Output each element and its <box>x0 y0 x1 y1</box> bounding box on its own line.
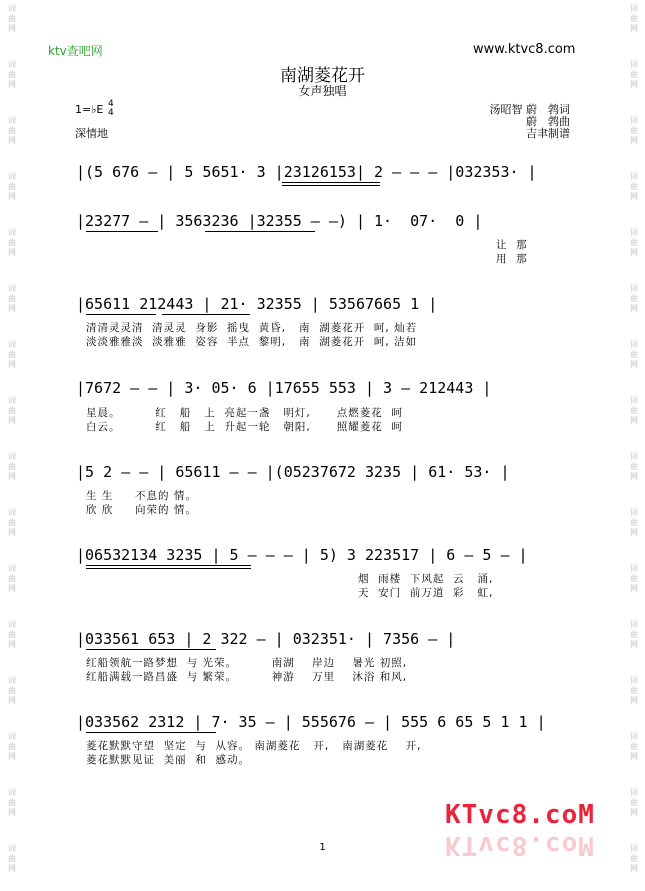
score-row-5: |5 2 — — | 65611 — — |(05237672 3235 | 61· 53· | <box>76 463 510 481</box>
watermark-char: 曲 <box>8 406 16 415</box>
watermark-char: 网 <box>8 696 16 705</box>
ktvc8-logo: KTvc8.coM <box>445 800 595 830</box>
watermark-char: 词 <box>630 732 638 741</box>
watermark-char: 曲 <box>8 798 16 807</box>
watermark-char: 曲 <box>630 798 638 807</box>
watermark-char: 曲 <box>8 574 16 583</box>
watermark-char: 词 <box>8 396 16 405</box>
watermark-char: 曲 <box>630 182 638 191</box>
watermark-char: 曲 <box>8 294 16 303</box>
beam-line <box>282 185 380 186</box>
key-signature: 1=♭E <box>75 103 104 116</box>
watermark-char: 曲 <box>8 14 16 23</box>
watermark-char: 词 <box>630 4 638 13</box>
watermark-char: 曲 <box>630 238 638 247</box>
watermark-char: 词 <box>630 396 638 405</box>
meter-top: 4 <box>108 99 114 109</box>
credit-transcriber: 吉聿制谱 <box>526 127 570 140</box>
watermark-char: 词 <box>630 844 638 853</box>
watermark-char: 网 <box>8 136 16 145</box>
watermark-char: 网 <box>630 136 638 145</box>
watermark-char: 词 <box>630 564 638 573</box>
watermark-char: 网 <box>8 24 16 33</box>
watermark-char: 词 <box>8 284 16 293</box>
song-subtitle: 女声独唱 <box>298 84 347 98</box>
watermark-char: 网 <box>630 808 638 817</box>
watermark-char: 词 <box>630 228 638 237</box>
watermark-char: 曲 <box>630 14 638 23</box>
watermark-char: 网 <box>8 472 16 481</box>
watermark-char: 网 <box>630 24 638 33</box>
watermark-char: 网 <box>630 584 638 593</box>
row-7-lyric-1: 红船领航一路梦想 与 光荣。 南湖 岸边 暑光 初照, <box>86 657 408 669</box>
beam-line <box>86 568 251 569</box>
watermark-char: 词 <box>630 676 638 685</box>
watermark-char: 词 <box>8 452 16 461</box>
score-row-3: |65611 212443 | 21· 32355 | 53567665 1 | <box>76 295 438 313</box>
credit-music: 蔚 鹁曲 <box>526 115 570 128</box>
watermark-char: 网 <box>8 248 16 257</box>
row-4-lyric-2: 白云。 红 船 上 升起一轮 朝阳, 照耀菱花 呵 <box>86 421 403 433</box>
watermark-char: 词 <box>630 340 638 349</box>
watermark-char: 曲 <box>630 630 638 639</box>
watermark-char: 网 <box>8 360 16 369</box>
watermark-char: 网 <box>8 808 16 817</box>
time-signature <box>108 100 114 118</box>
watermark-char: 词 <box>8 340 16 349</box>
beam-line <box>86 565 251 566</box>
song-title: 南湖菱花开 <box>280 66 365 86</box>
watermark-char: 词 <box>8 116 16 125</box>
watermark-char: 网 <box>630 248 638 257</box>
watermark-char: 曲 <box>630 294 638 303</box>
watermark-char: 词 <box>8 676 16 685</box>
watermark-char: 曲 <box>8 518 16 527</box>
watermark-char: 曲 <box>630 70 638 79</box>
score-row-6: |06532134 3235 | 5 — — — | 5) 3 223517 | 6 — 5 — | <box>76 546 528 564</box>
watermark-char: 曲 <box>630 742 638 751</box>
tempo-mood: 深情地 <box>75 127 108 140</box>
watermark-char: 曲 <box>8 126 16 135</box>
watermark-char: 网 <box>630 640 638 649</box>
watermark-char: 词 <box>8 620 16 629</box>
row-3-lyric-2: 淡淡雅雅淡 淡雅雅 姿容 半点 黎明, 南 湖菱花开 呵, 洁如 <box>86 336 418 348</box>
beam-line <box>86 649 216 650</box>
score-row-7: |033561 653 | 2 322 — | 032351· | 7356 — | <box>76 630 456 648</box>
watermark-char: 词 <box>8 4 16 13</box>
watermark-char: 网 <box>630 472 638 481</box>
watermark-char: 曲 <box>8 630 16 639</box>
row-5-lyric-2: 欣 欣 向荣的 情。 <box>86 504 197 516</box>
watermark-char: 曲 <box>630 518 638 527</box>
watermark-char: 网 <box>630 416 638 425</box>
beam-line <box>282 182 380 183</box>
watermark-char: 曲 <box>630 350 638 359</box>
row-3-lyric-1: 清清灵灵清 清灵灵 身影 摇曳 黄昏, 南 湖菱花开 呵, 灿若 <box>86 322 418 334</box>
page-number: 1 <box>319 842 326 853</box>
score-row-8: |033562 2312 | 7· 35 — | 555676 — | 555 6 65 5 1 1 | <box>76 713 546 731</box>
ktvc8-logo-reflection: KTvc8.coM <box>445 830 595 860</box>
beam-line <box>86 732 216 733</box>
watermark-char: 网 <box>8 640 16 649</box>
watermark-char: 曲 <box>8 350 16 359</box>
score-row-2: |23277 — | 3563236 |32355 — —) | 1· 07· 0 | <box>76 212 483 230</box>
row-2-lyric-2: 用 那 <box>496 253 528 265</box>
watermark-char: 网 <box>8 304 16 313</box>
watermark-char: 网 <box>8 80 16 89</box>
row-8-lyric-2: 菱花默默见证 美丽 和 感动。 <box>86 754 251 766</box>
watermark-char: 曲 <box>8 742 16 751</box>
watermark-char: 词 <box>630 508 638 517</box>
beam-line <box>86 231 158 232</box>
watermark-char: 曲 <box>630 406 638 415</box>
credit-lyrics: 汤昭智 蔚 鹁词 <box>489 103 570 116</box>
watermark-char: 网 <box>630 304 638 313</box>
row-5-lyric-1: 生 生 不息的 情。 <box>86 490 197 502</box>
watermark-char: 词 <box>8 228 16 237</box>
watermark-char: 曲 <box>630 686 638 695</box>
watermark-char: 网 <box>630 80 638 89</box>
watermark-char: 词 <box>630 452 638 461</box>
watermark-char: 词 <box>8 508 16 517</box>
watermark-char: 曲 <box>8 462 16 471</box>
watermark-char: 网 <box>8 584 16 593</box>
beam-line <box>162 314 250 315</box>
watermark-char: 词 <box>8 844 16 853</box>
watermark-char: 网 <box>8 528 16 537</box>
score-row-1: |(5 676 — | 5 5651· 3 |23126153| 2 — — — |032353· | <box>76 163 537 181</box>
row-2-lyric-1: 让 那 <box>496 239 528 251</box>
watermark-char: 词 <box>630 116 638 125</box>
watermark-char: 词 <box>630 788 638 797</box>
watermark-char: 网 <box>630 360 638 369</box>
row-8-lyric-1: 菱花默默守望 坚定 与 从容。 南湖菱花 开, 南湖菱花 开, <box>86 740 422 752</box>
watermark-char: 网 <box>8 416 16 425</box>
watermark-char: 曲 <box>630 126 638 135</box>
watermark-char: 网 <box>630 528 638 537</box>
watermark-char: 词 <box>8 60 16 69</box>
watermark-char: 词 <box>8 732 16 741</box>
left-watermark-column <box>4 0 20 891</box>
watermark-char: 曲 <box>630 854 638 863</box>
watermark-char: 词 <box>630 172 638 181</box>
watermark-char: 曲 <box>8 70 16 79</box>
site-brand-left: ktv查吧网 <box>48 44 103 58</box>
watermark-char: 词 <box>630 60 638 69</box>
watermark-char: 网 <box>630 696 638 705</box>
watermark-char: 网 <box>8 864 16 873</box>
row-7-lyric-2: 红船满载一路昌盛 与 繁荣。 神游 万里 沐浴 和风, <box>86 671 408 683</box>
row-4-lyric-1: 星晨。 红 船 上 亮起一盏 明灯, 点燃菱花 呵 <box>86 407 403 419</box>
watermark-char: 词 <box>8 172 16 181</box>
beam-line <box>205 231 315 232</box>
watermark-char: 曲 <box>8 686 16 695</box>
watermark-char: 曲 <box>8 182 16 191</box>
watermark-char: 曲 <box>8 854 16 863</box>
score-row-4: |7672 — — | 3· 05· 6 |17655 553 | 3 — 212443 | <box>76 379 492 397</box>
beam-line <box>86 314 156 315</box>
site-url: www.ktvc8.com <box>473 42 576 57</box>
watermark-char: 曲 <box>8 238 16 247</box>
watermark-char: 词 <box>630 620 638 629</box>
meter-bottom: 4 <box>108 108 114 118</box>
watermark-char: 词 <box>8 788 16 797</box>
watermark-char: 网 <box>630 192 638 201</box>
row-6-lyric-2: 天 安门 前万道 彩 虹, <box>358 587 494 599</box>
row-6-lyric-1: 烟 雨楼 下风起 云 涌, <box>358 573 494 585</box>
watermark-char: 曲 <box>630 574 638 583</box>
watermark-char: 词 <box>8 564 16 573</box>
watermark-char: 网 <box>8 752 16 761</box>
watermark-char: 网 <box>630 752 638 761</box>
watermark-char: 网 <box>630 864 638 873</box>
watermark-char: 词 <box>630 284 638 293</box>
right-watermark-column <box>626 0 642 891</box>
watermark-char: 曲 <box>630 462 638 471</box>
watermark-char: 网 <box>8 192 16 201</box>
